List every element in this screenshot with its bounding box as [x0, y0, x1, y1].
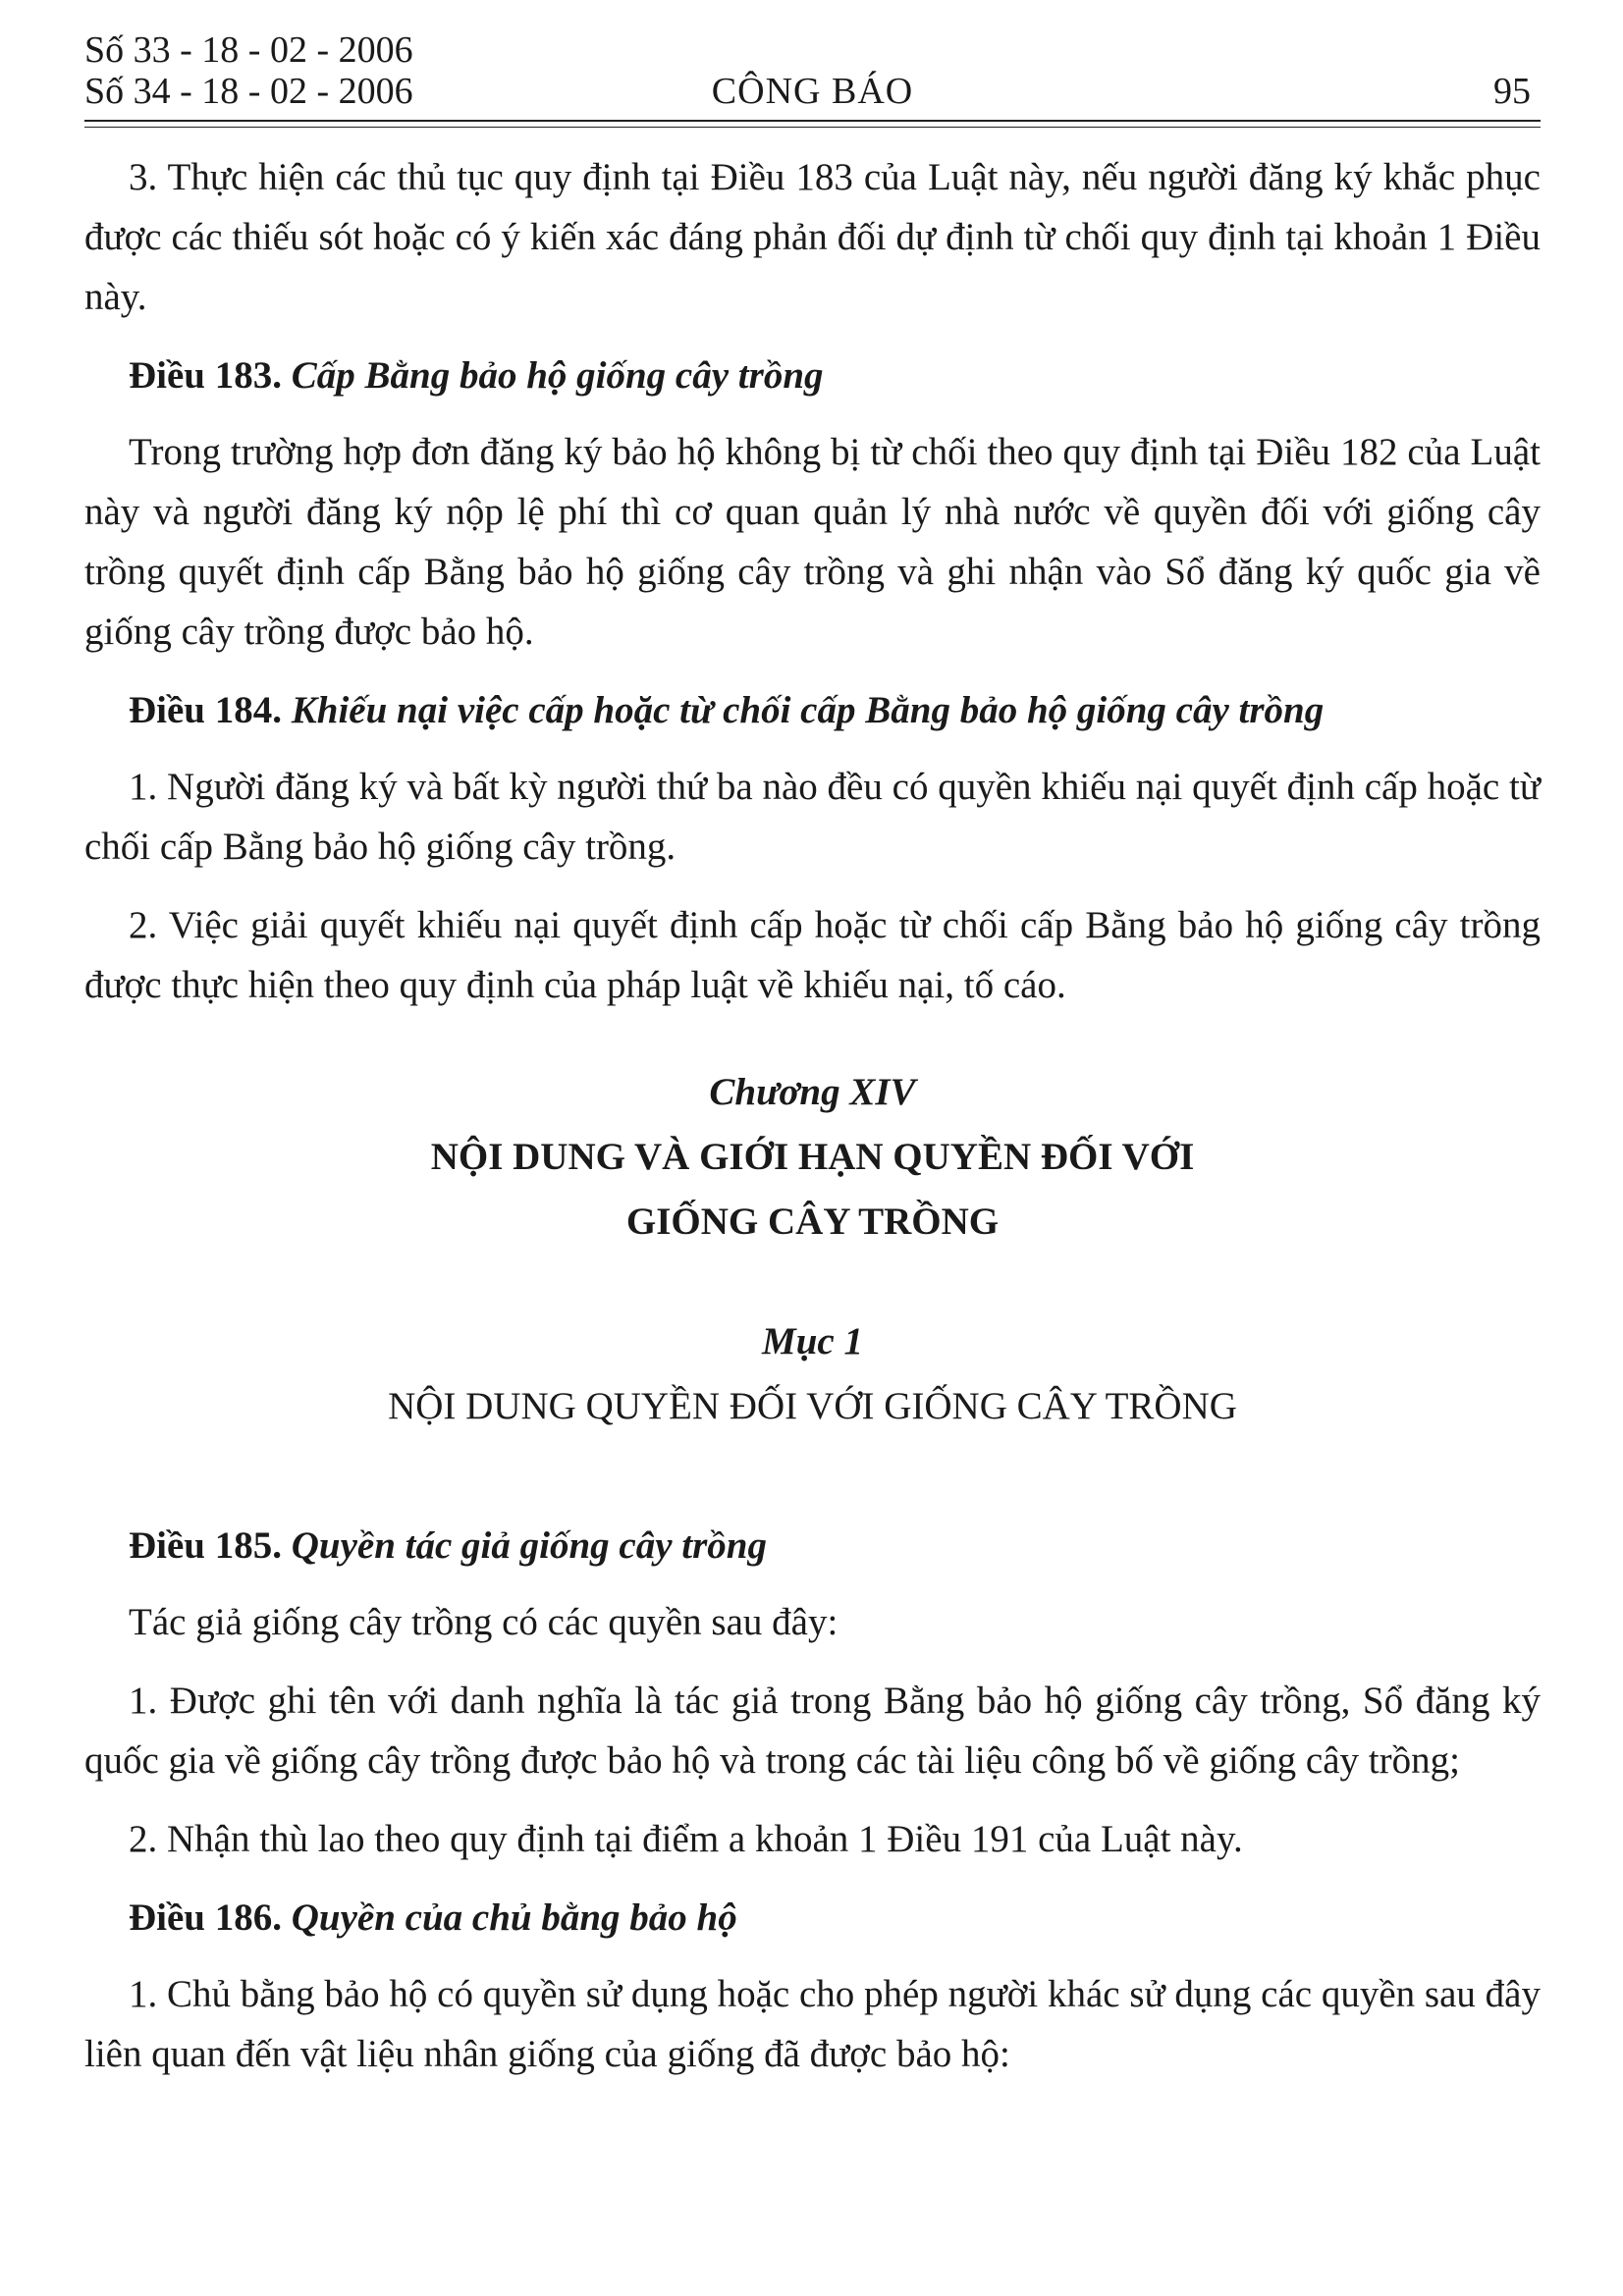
issue-line-1: Số 33 - 18 - 02 - 2006: [84, 29, 413, 71]
article-185-heading: [84, 1516, 1541, 1575]
article-title: Cấp Bằng bảo hộ giống cây trồng: [291, 354, 824, 397]
article-184-clause-1: 1. Người đăng ký và bất kỳ người thứ ba nào đều có quyền khiếu nại quyết định cấp hoặc từ chối cấp Bằng bảo hộ giống cây trồng.: [84, 766, 1541, 868]
chapter-title-line-2: GIỐNG CÂY TRỒNG: [625, 1201, 1000, 1243]
header-rule-bottom: [84, 127, 1541, 128]
article-183-heading: [84, 346, 1541, 405]
header-rule-top: [84, 120, 1541, 122]
page-number: 95: [1493, 71, 1531, 112]
chapter-title-line-1: NỘI DUNG VÀ GIỚI HẠN QUYỀN ĐỐI VỚI: [430, 1136, 1195, 1178]
article-number: Điều 184.: [129, 689, 282, 731]
article-title: Quyền tác giả giống cây trồng: [291, 1524, 767, 1567]
publication-title: CÔNG BÁO: [711, 71, 914, 112]
page-content: [84, 147, 1541, 2084]
article-title: Khiếu nại việc cấp hoặc từ chối cấp Bằng bảo hộ giống cây trồng: [291, 689, 1325, 731]
article-title: Quyền của chủ bằng bảo hộ: [291, 1896, 737, 1939]
article-185-clause-1: 1. Được ghi tên với danh nghĩa là tác giả trong Bằng bảo hộ giống cây trồng, Sổ đăng ký quốc gia về giống cây trồng được bảo hộ và trong các tài liệu công bố về giống cây trồng;: [84, 1680, 1541, 1782]
article-186-clause-1: 1. Chủ bằng bảo hộ có quyền sử dụng hoặc cho phép người khác sử dụng các quyền sau đây liên quan đến vật liệu nhân giống của giống đã được bảo hộ:: [84, 1973, 1541, 2075]
section-title: NỘI DUNG QUYỀN ĐỐI VỚI GIỐNG CÂY TRỒNG: [388, 1385, 1237, 1427]
article-185-clause-2: 2. Nhận thù lao theo quy định tại điểm a khoản 1 Điều 191 của Luật này.: [129, 1818, 1243, 1860]
article-185-intro: Tác giả giống cây trồng có các quyền sau đây:: [129, 1601, 839, 1643]
issue-line-2: Số 34 - 18 - 02 - 2006: [84, 71, 413, 112]
page-header: [84, 29, 1541, 118]
chapter-label: Chương XIV: [709, 1071, 916, 1113]
article-number: Điều 185.: [129, 1524, 282, 1567]
article-183-text: Trong trường hợp đơn đăng ký bảo hộ không bị từ chối theo quy định tại Điều 182 của Luật này và người đăng ký nộp lệ phí thì cơ quan quản lý nhà nước về quyền đối với giống cây trồng quyết định cấp Bằng bảo hộ giống cây trồng và ghi nhận vào Sổ đăng ký quốc gia về giống cây trồng được bảo hộ.: [84, 431, 1541, 653]
article-number: Điều 183.: [129, 354, 282, 397]
article-186-heading: [84, 1888, 1541, 1948]
section-label: Mục 1: [762, 1320, 863, 1362]
article-184-clause-2: 2. Việc giải quyết khiếu nại quyết định cấp hoặc từ chối cấp Bằng bảo hộ giống cây trồng được thực hiện theo quy định của pháp luật về khiếu nại, tố cáo.: [84, 904, 1541, 1006]
article-184-heading: [84, 680, 1541, 740]
article-number: Điều 186.: [129, 1896, 282, 1939]
article-182-clause-3: 3. Thực hiện các thủ tục quy định tại Điều 183 của Luật này, nếu người đăng ký khắc phục được các thiếu sót hoặc có ý kiến xác đáng phản đối dự định từ chối quy định tại khoản 1 Điều này.: [84, 156, 1541, 318]
